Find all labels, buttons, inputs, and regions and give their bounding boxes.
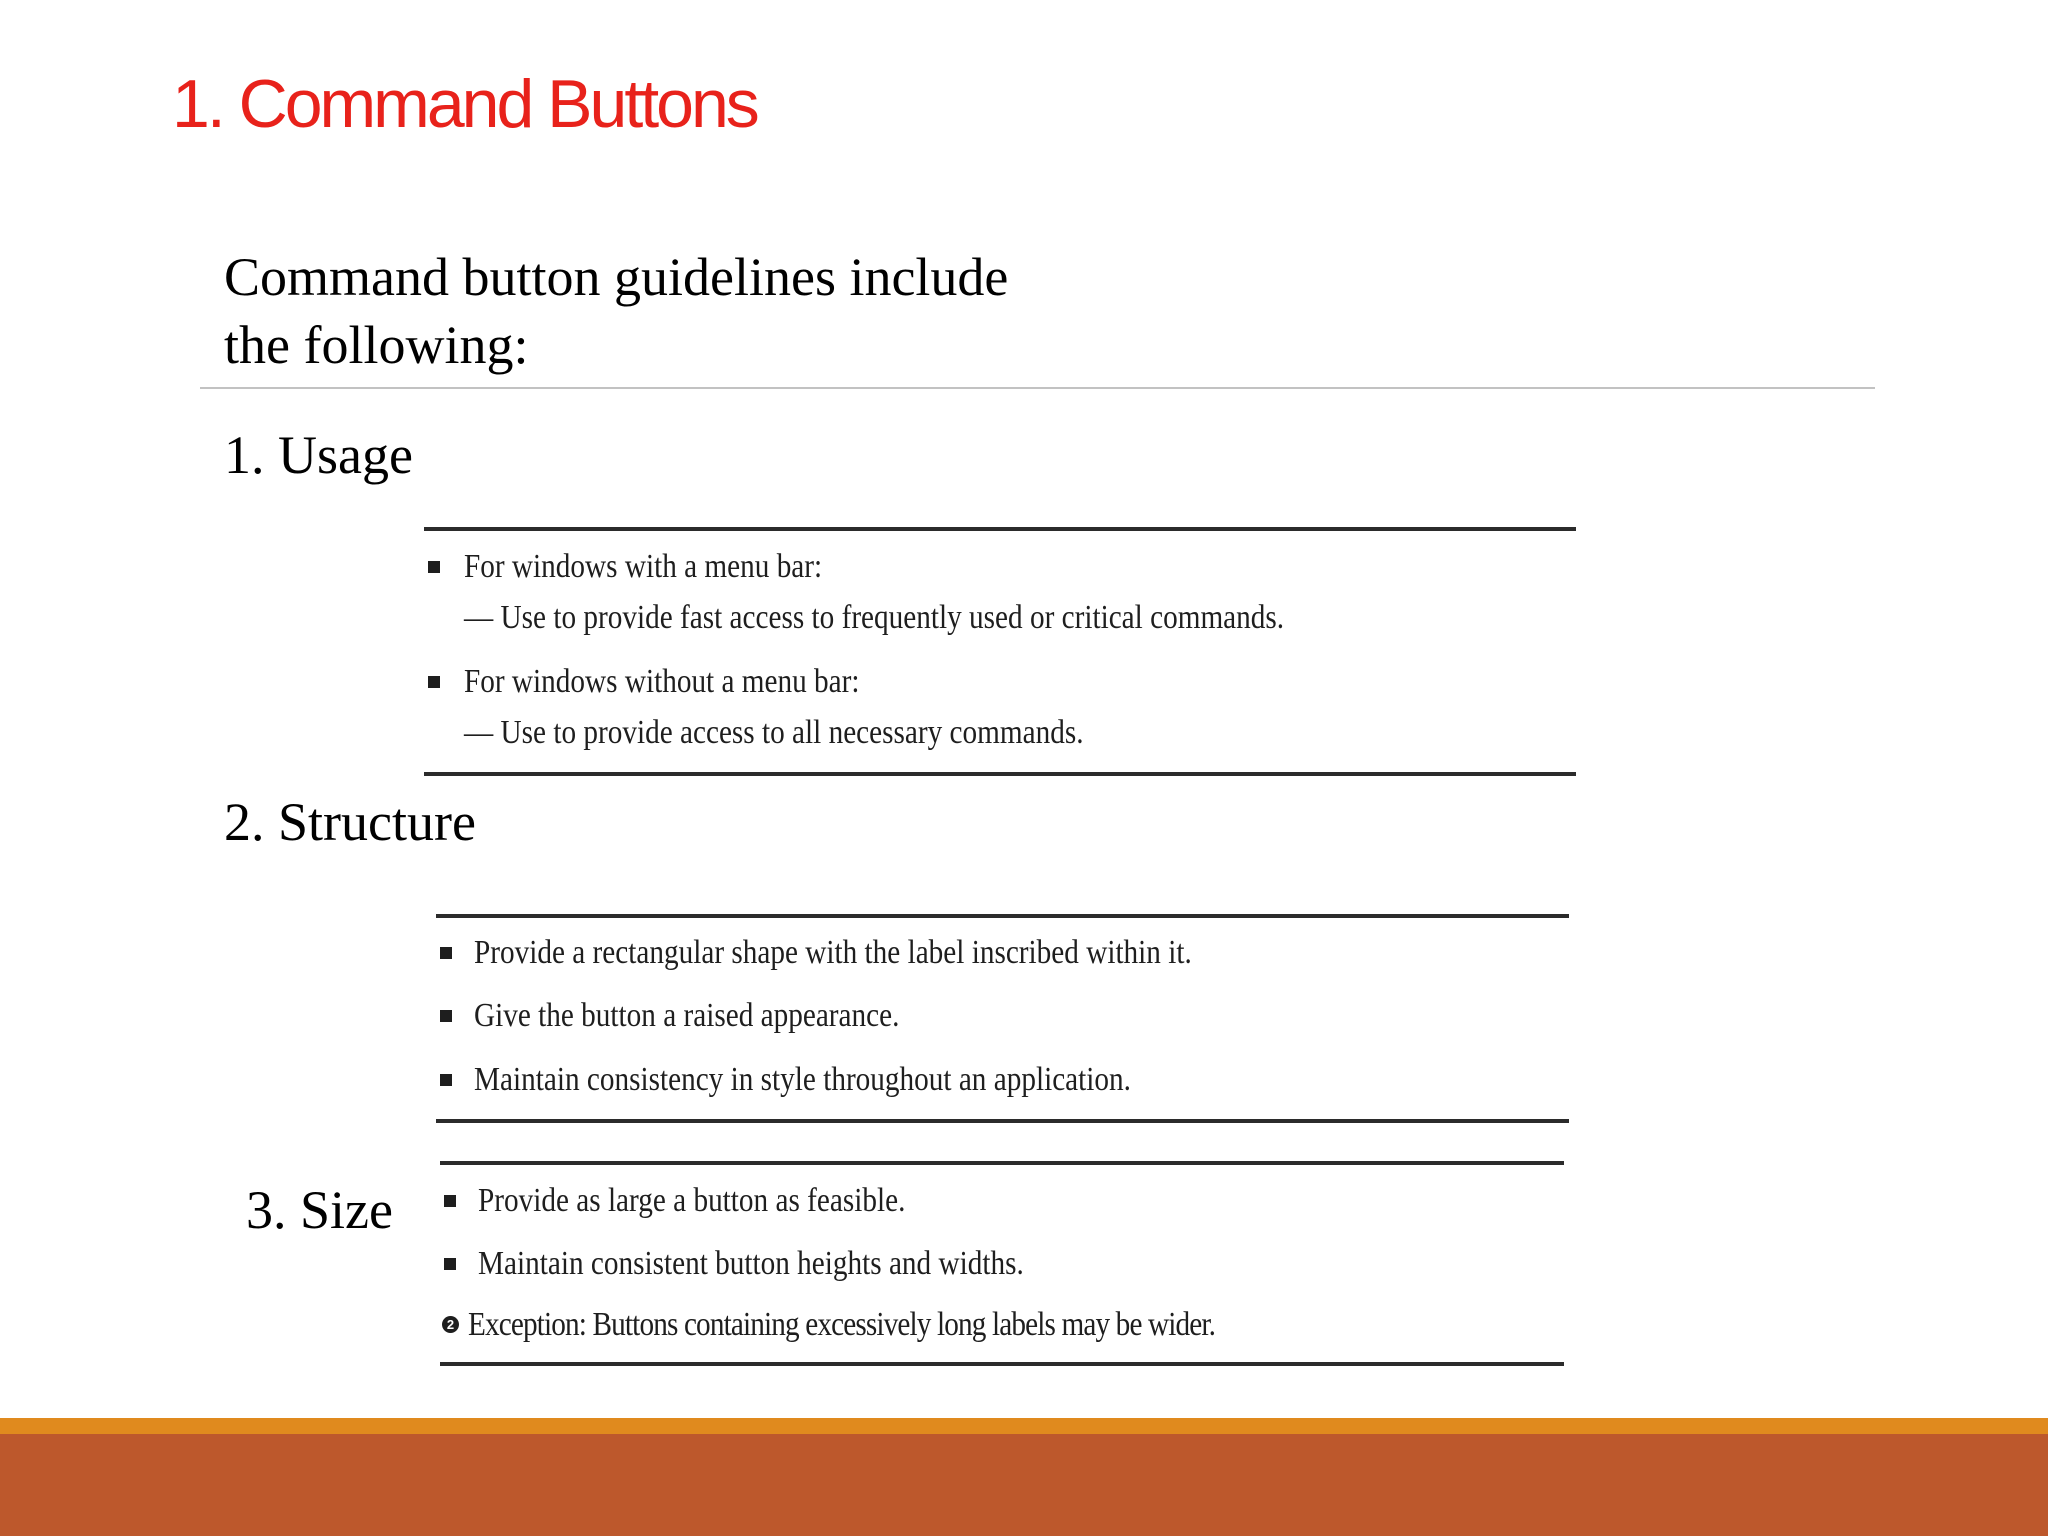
square-bullet-icon <box>440 1074 452 1086</box>
usage-item-1: For windows with a menu bar: <box>464 548 823 585</box>
rule-top <box>440 1161 1564 1165</box>
structure-heading: 2. Structure <box>224 792 476 852</box>
size-heading: 3. Size <box>246 1180 393 1240</box>
structure-item-2: Give the button a raised appearance. <box>474 997 900 1034</box>
slide-title: 1. Command Buttons <box>172 66 757 142</box>
size-item-2: Maintain consistent button heights and widths. <box>478 1245 1024 1282</box>
circled-number-icon: 2 <box>442 1316 459 1333</box>
usage-heading: 1. Usage <box>224 425 413 485</box>
divider <box>200 387 1875 389</box>
usage-item-2: For windows without a menu bar: <box>464 663 860 700</box>
size-guidelines-box <box>440 1161 1564 1366</box>
rule-top <box>424 527 1576 531</box>
structure-item-1: Provide a rectangular shape with the label inscribed within it. <box>474 934 1192 971</box>
square-bullet-icon <box>444 1195 456 1207</box>
usage-subitem-2: — Use to provide access to all necessary commands. <box>464 714 1084 751</box>
rule-bottom <box>440 1362 1564 1366</box>
structure-item-3: Maintain consistency in style throughout an application. <box>474 1061 1131 1098</box>
square-bullet-icon <box>428 676 440 688</box>
size-item-1: Provide as large a button as feasible. <box>478 1182 906 1219</box>
square-bullet-icon <box>428 561 440 573</box>
intro-line-2: the following: <box>224 315 529 375</box>
structure-guidelines-box <box>436 914 1569 1123</box>
rule-top <box>436 914 1569 918</box>
usage-subitem-1: — Use to provide fast access to frequently used or critical commands. <box>464 599 1285 636</box>
rule-bottom <box>424 772 1576 776</box>
rule-bottom <box>436 1119 1569 1123</box>
footer-accent-bar <box>0 1418 2048 1434</box>
intro-line-1: Command button guidelines include <box>224 247 1009 307</box>
size-exception: Exception: Buttons containing excessively long labels may be wider. <box>468 1306 1216 1343</box>
square-bullet-icon <box>444 1258 456 1270</box>
footer-bar <box>0 1434 2048 1536</box>
usage-guidelines-box <box>424 527 1576 776</box>
square-bullet-icon <box>440 947 452 959</box>
intro-text <box>224 243 1008 379</box>
square-bullet-icon <box>440 1010 452 1022</box>
